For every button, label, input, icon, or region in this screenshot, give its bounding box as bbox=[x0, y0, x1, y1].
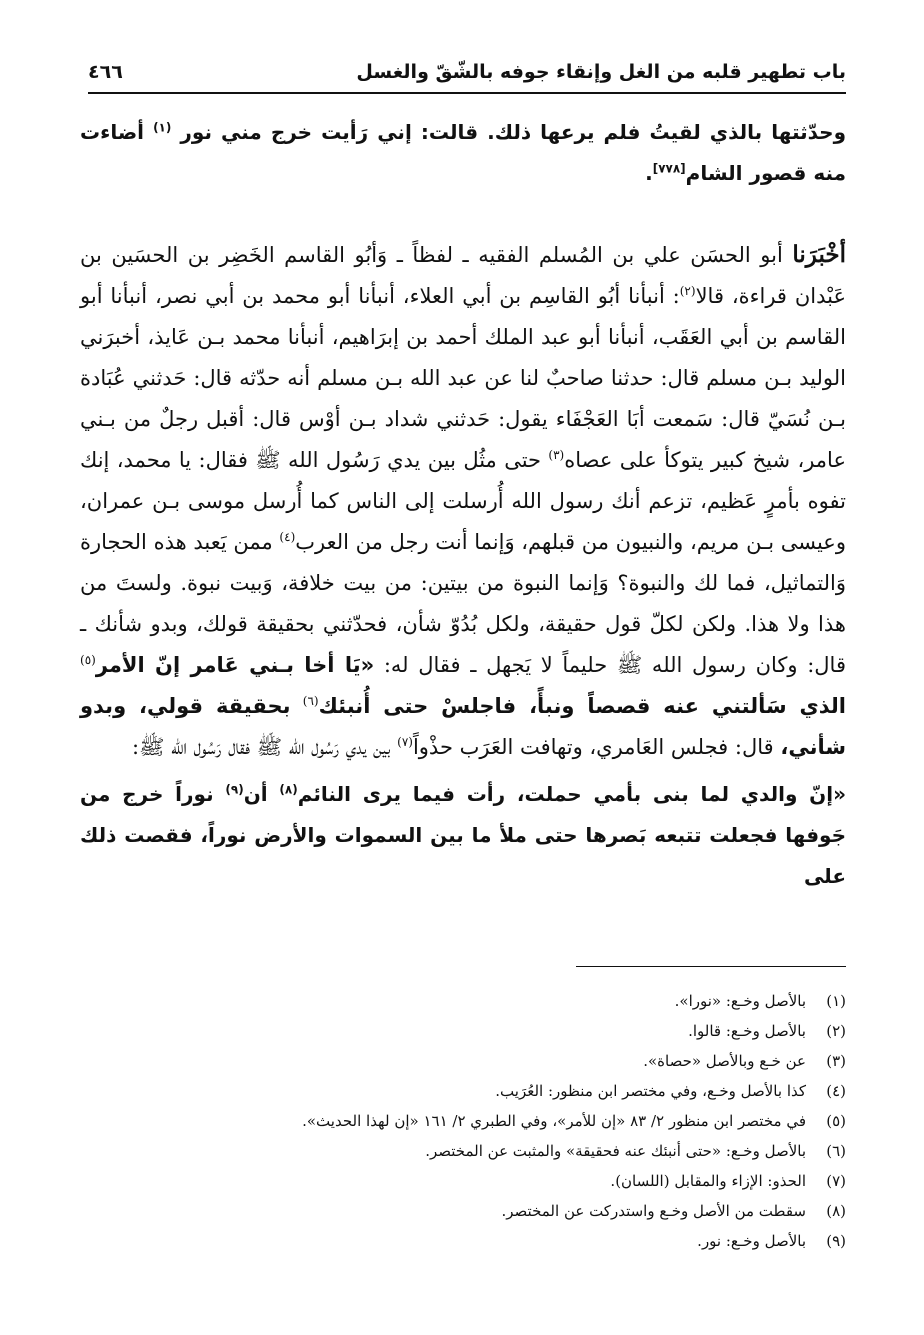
matn-part-4: بين يدي رَسُول الله ﷺ فقال رَسُول الله ﷺ: bbox=[132, 735, 391, 759]
closing-text-3: نوراً خرج من جَوفها فجعلت تتبعه بَصرها حتى ملأ ما بين السموات والأرض نوراً، فقصت ذلك على bbox=[80, 782, 846, 888]
page-number: ٤٦٦ bbox=[88, 61, 123, 83]
reference-number: [٧٧٨] bbox=[652, 161, 686, 176]
footnote-item bbox=[80, 1226, 846, 1256]
isnad-part-1: أبو الحسَن علي بن المُسلم الفقيه ـ لفظاً ـ وَأبُو القاسم الخَضِر بن الحسَين بن عَبْدان قراءة، قالا bbox=[80, 243, 846, 308]
footnote-ref-1: (١) bbox=[153, 120, 172, 135]
footnote-number: (٣) bbox=[826, 1052, 846, 1070]
footnote-text: بالأصل وخـع: «نورا». bbox=[674, 992, 806, 1010]
footnote-item bbox=[80, 1076, 846, 1106]
footnote-item bbox=[80, 1046, 846, 1076]
footnote-divider bbox=[576, 966, 846, 967]
prophet-quote-1: «يَا أخا بـني عَامر إنّ الأمر bbox=[95, 653, 375, 677]
isnad-part-2: : أنبأنا أبُو القاسِم بن أبي العلاء، أنبأنا أبو محمد بن أبي نصر، أنبأنا أبو القاسم بن أبي العَقَب، أنبأنا أبو عبد الملك أحمد بن إبرَاهيم، أنبأنا محمد بـن عَايذ، أخبرَني الوليد بـن مسلم قال: حدثنا صاحبٌ لنا عن عبد الله بـن مسلم أنه حدّثه قال: حَدثني عُبَادة بـن نُسَيّ قال: سَمعت أبَا العَجْفَاء يقول: حَدثني شداد بـن أوْس قال: أقبل رجلٌ من بـني عامر، شيخ كبير يتوكأ على عصاه bbox=[80, 284, 846, 472]
chapter-title: باب تطهير قلبه من الغل وإنقاء جوفه بالشّقّ والغسل bbox=[356, 61, 846, 83]
prophet-quote-2: الذي سَألتني عنه قصصاً ونبأً، فاجلسْ حتى أُنبئك bbox=[318, 694, 846, 718]
closing-text-1: «إنّ والدي لما بنى بأمي حملت، رأت فيما يرى النائم bbox=[297, 782, 847, 806]
footnote-item bbox=[80, 1166, 846, 1196]
footnote-item bbox=[80, 1196, 846, 1226]
footnotes-list bbox=[80, 986, 846, 1256]
footnote-number: (٤) bbox=[826, 1082, 846, 1100]
closing-paragraph bbox=[80, 774, 846, 897]
intro-end: . bbox=[645, 161, 653, 185]
footnote-text: سقطت من الأصل وخـع واستدركت عن المختصر. bbox=[501, 1202, 806, 1220]
footnote-text: كذا بالأصل وخـع، وفي مختصر ابن منظور: العُرَيب. bbox=[495, 1082, 806, 1100]
matn-part-2: ممن يَعبد هذه الحجارة وَالتماثيل، فما لك والنبوة؟ وَإنما النبوة من بيتين: من بيت خلافة، وَبيت نبوة. ولستَ من هذا ولا هذا. ولكن لكلّ قول حقيقة، ولكل بُدُوّ شأن، فحدّثني بحقيقة قولك، وبدو شأنك ـ قال: وكان رسول الله ﷺ حليماً لا يَجهل ـ فقال له: bbox=[80, 530, 846, 677]
intro-text: وحدّثتها بالذي لقيتُ فلم يرعها ذلك. قالت: إني رَأيت خرج مني نور bbox=[180, 120, 847, 144]
footnote-item bbox=[80, 1106, 846, 1136]
footnote-number: (٥) bbox=[826, 1112, 846, 1130]
footnote-number: (٧) bbox=[826, 1172, 846, 1190]
footnote-number: (١) bbox=[826, 992, 846, 1010]
footnote-number: (٩) bbox=[826, 1232, 846, 1250]
footnote-ref-6: (٦) bbox=[302, 694, 319, 708]
footnote-ref-3: (٣) bbox=[548, 448, 565, 462]
footnote-number: (٦) bbox=[826, 1142, 846, 1160]
matn-part-3: قال: فجلس العَامري، وتهافت العَرَب حذْواً bbox=[412, 735, 774, 759]
footnote-ref-9: (٩) bbox=[225, 782, 244, 797]
paragraph-spacer bbox=[80, 194, 846, 234]
footnote-item bbox=[80, 1016, 846, 1046]
footnote-ref-2: (٢) bbox=[679, 284, 696, 298]
hadith-lead-word: أخْبَرَنا bbox=[792, 241, 846, 268]
hadith-paragraph bbox=[80, 234, 846, 768]
intro-paragraph bbox=[80, 112, 846, 194]
footnote-ref-5: (٥) bbox=[80, 653, 96, 667]
running-header bbox=[88, 58, 846, 94]
intro-text-continued: أضاءت منه قصور الشام bbox=[80, 120, 846, 185]
footnote-text: بالأصل وخـع: قالوا. bbox=[688, 1022, 806, 1040]
footnote-ref-8: (٨) bbox=[279, 782, 298, 797]
closing-text-2: أن bbox=[243, 782, 268, 806]
footnote-text: الحذو: الإزاء والمقابل (اللسان). bbox=[610, 1172, 806, 1190]
footnote-number: (٨) bbox=[826, 1202, 846, 1220]
footnote-ref-4: (٤) bbox=[279, 530, 296, 544]
footnote-text: في مختصر ابن منظور ٢/ ٨٣ «إن للأمر»، وفي الطبري ٢/ ١٦١ «إن لهذا الحديث». bbox=[302, 1112, 806, 1130]
prophet-quote-3: بحقيقة قولي، وبدو شأني، bbox=[80, 694, 846, 759]
footnote-text: بالأصل وخـع: نور. bbox=[697, 1232, 806, 1250]
footnote-ref-7: (٧) bbox=[397, 735, 413, 749]
footnote-number: (٢) bbox=[826, 1022, 846, 1040]
footnote-item bbox=[80, 1136, 846, 1166]
main-text bbox=[80, 112, 846, 897]
footnote-text: عن خـع وبالأصل «حصاة». bbox=[643, 1052, 806, 1070]
matn-part-1: حتى مثُل بين يدي رَسُول الله ﷺ فقال: يا محمد، إنك تفوه بأمرٍ عَظيم، تزعم أنك رسول الله أُرسلت إلى الناس كما أُرسل موسى بـن عمران، وعيسى بـن مريم، والنبيون من قبلهم، وَإنما أنت رجل من العرب bbox=[80, 448, 846, 554]
footnote-item bbox=[80, 986, 846, 1016]
footnote-text: بالأصل وخـع: «حتى أنبئك عنه فحقيقة» والمثبت عن المختصر. bbox=[425, 1142, 806, 1160]
